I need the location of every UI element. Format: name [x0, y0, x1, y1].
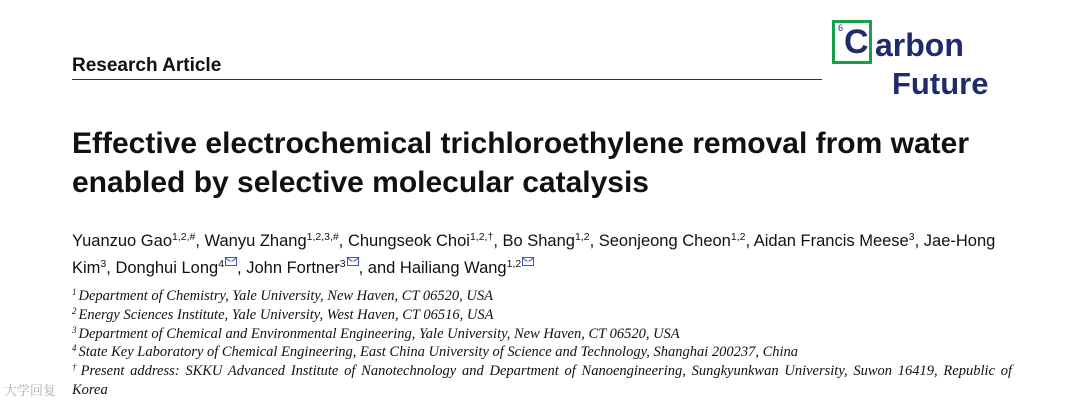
affiliation-text: Department of Chemical and Environmental Engineering, Yale University, New Haven, CT 06520, USA	[78, 325, 680, 342]
logo-word-second: Future	[892, 66, 989, 101]
envelope-icon[interactable]	[522, 257, 534, 266]
author-name: Wanyu Zhang	[204, 232, 307, 250]
author-affiliation-marks: 4	[218, 258, 225, 270]
journal-logo	[832, 20, 1012, 104]
author-name: Jae-Hong Kim	[72, 232, 996, 277]
present-address	[72, 362, 1012, 400]
author-affiliation-marks: 1,2,3,#	[306, 231, 339, 243]
author-name: Donghui Long	[115, 259, 219, 277]
watermark: 大学回复	[4, 384, 57, 399]
author	[400, 259, 534, 277]
author-affiliation-marks: 1,2	[506, 258, 522, 270]
affiliation-mark: 1	[72, 287, 77, 297]
article-title: Effective electrochemical trichloroethylene removal from water enabled by selective molecular catalysis	[72, 127, 969, 199]
author-name: Chungseok Choi	[347, 232, 470, 250]
logo-number: 6	[838, 23, 844, 33]
author-name: Aidan Francis Meese	[753, 232, 909, 250]
envelope-icon[interactable]	[225, 257, 237, 266]
section-label: Research Article	[72, 55, 222, 76]
header-rule	[72, 79, 822, 80]
author-name: Yuanzuo Gao	[72, 232, 172, 250]
author	[502, 232, 589, 250]
envelope-icon[interactable]	[347, 257, 359, 266]
author-affiliation-marks: 3	[100, 258, 107, 270]
present-address-mark: †	[72, 362, 79, 373]
affiliation-text: State Key Laboratory of Chemical Engineering, East China University of Science and Technology, Shanghai 200237, China	[78, 344, 799, 361]
logo-letter: C	[844, 23, 869, 61]
affiliation-text: Energy Sciences Institute, Yale University, West Haven, CT 06516, USA	[78, 306, 494, 323]
affiliation-mark: 3	[72, 324, 77, 335]
author-list: Yuanzuo Gao$^{1,2,\#}$, Wanyu Zhang$^{1,2,3,\#}$, Chungseok Choi$^{1,2,\dagger}$, Bo Shang$^{1,2}$, Seonjeong Cheon$^{1,2}$, Aidan Francis Meese$^3$, Jae-Hong Kim$^3$, Donghui Long$^4$ , John Fortner$^3$ , and Hailiang Wang$^{1,2}$	[72, 231, 996, 277]
present-address-text: Present address: SKKU Advanced Institute of Nanotechnology and Department of Nanoengineering, Sungkyunkwan University, Suwon 16419, Republic of Korea	[72, 363, 1012, 398]
author	[754, 232, 915, 250]
author-affiliation-marks: 1,2	[574, 231, 590, 243]
author-affiliation-marks: 3	[908, 231, 915, 243]
author-name: Seonjeong Cheon	[598, 232, 731, 250]
affiliation-mark: 2	[72, 305, 77, 316]
author	[115, 259, 237, 277]
affiliation-line	[72, 306, 1012, 325]
author	[599, 232, 746, 250]
affiliation-line	[72, 325, 1012, 344]
author	[246, 259, 358, 277]
affiliation-text: Department of Chemistry, Yale University, New Haven, CT 06520, USA	[78, 288, 493, 304]
affiliation-mark: 4	[72, 343, 77, 354]
logo-word-rest: arbon	[875, 27, 964, 63]
author	[348, 232, 493, 250]
affiliation-line	[72, 287, 1012, 306]
author-affiliation-marks: 1,2,#	[172, 231, 196, 243]
affiliation-list	[72, 287, 1012, 400]
affiliation-line	[72, 343, 1012, 362]
author	[205, 232, 339, 250]
author-name: Bo Shang	[502, 232, 575, 250]
author-affiliation-marks: 1,2	[730, 231, 746, 243]
author-name: Hailiang Wang	[399, 259, 507, 277]
author-affiliation-marks: 3	[339, 258, 346, 270]
author-name: John Fortner	[246, 259, 340, 277]
author	[72, 232, 195, 250]
author-affiliation-marks: 1,2,†	[469, 231, 494, 243]
